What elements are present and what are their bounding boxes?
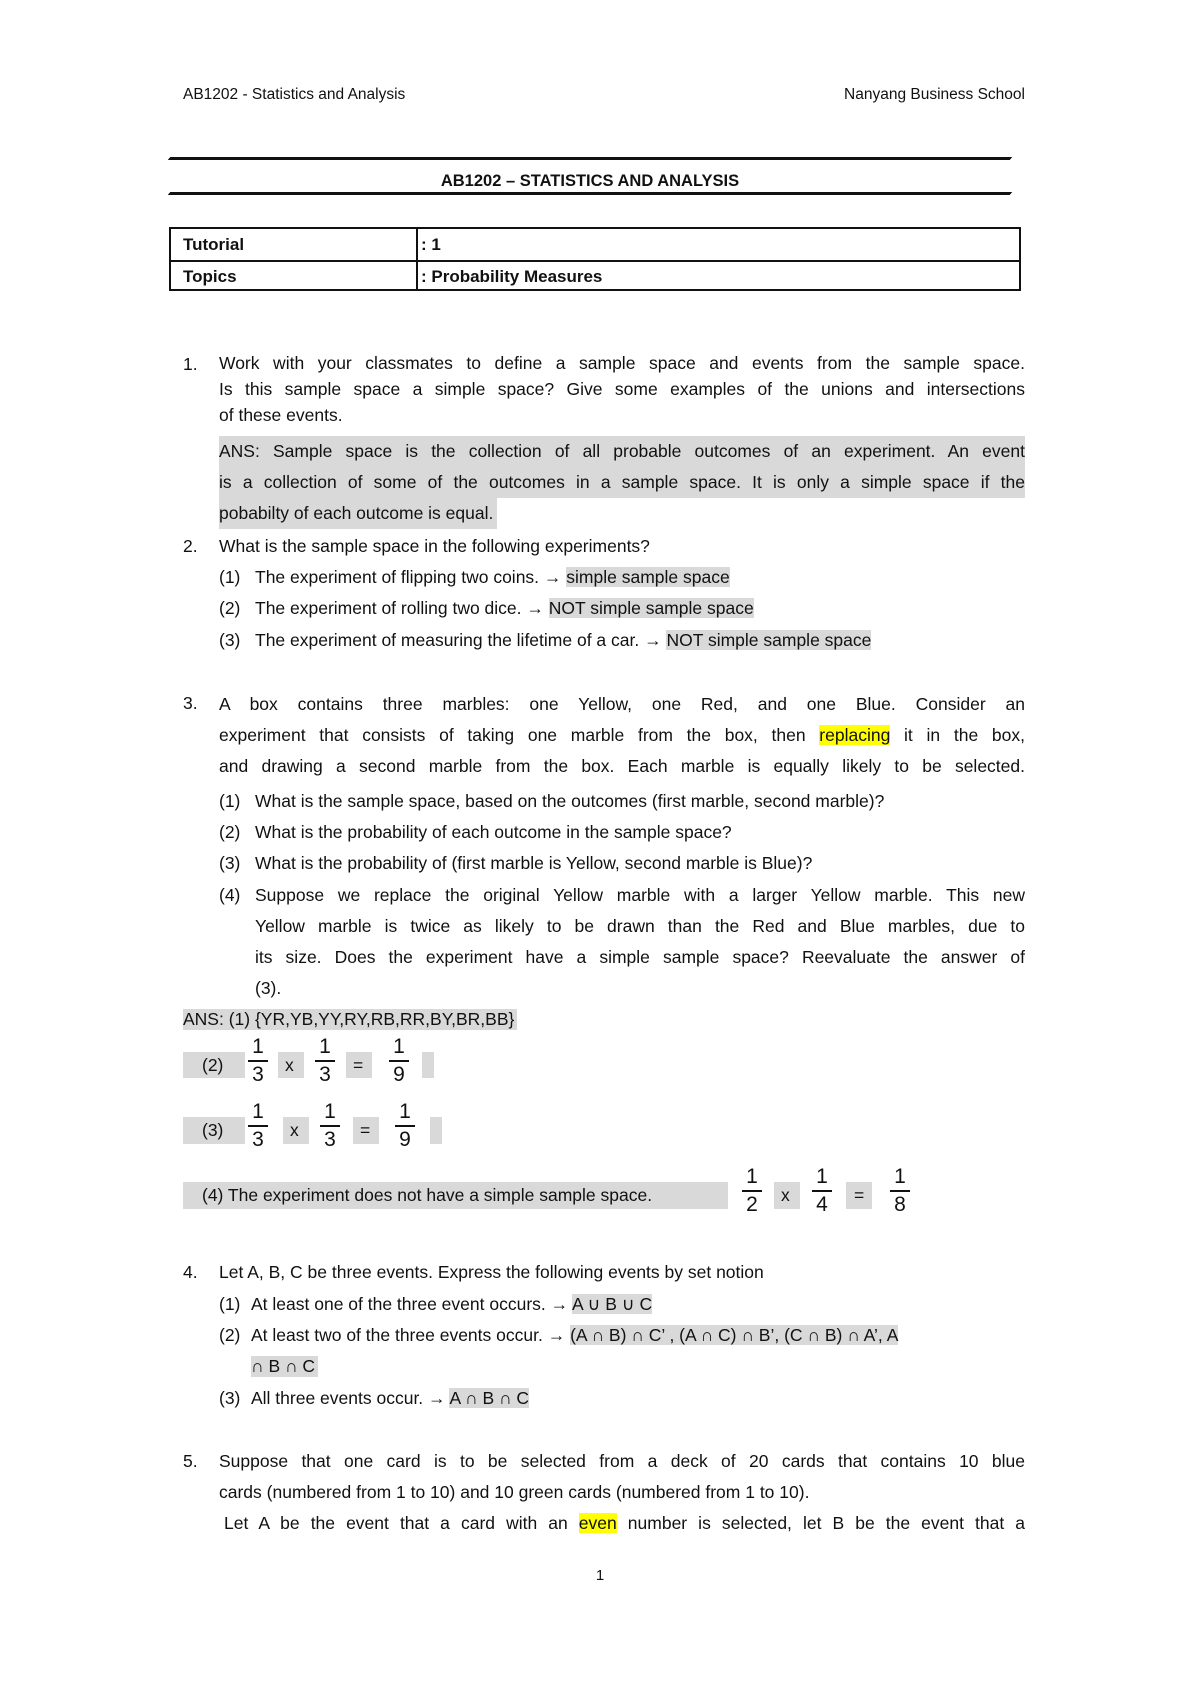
denominator: 3	[252, 1062, 264, 1086]
arrow-icon: →	[543, 567, 562, 587]
q5-number: 5.	[183, 1451, 198, 1471]
q2-text: What is the sample space in the following experiments?	[219, 536, 650, 556]
topics-label: Topics	[183, 267, 237, 286]
denominator: 2	[746, 1192, 758, 1216]
q3-line	[219, 720, 1025, 751]
q3-number: 3.	[183, 693, 198, 713]
times-symbol: x	[285, 1055, 294, 1075]
numerator: 1	[746, 1165, 758, 1188]
fraction	[246, 1100, 270, 1152]
q3-item-number: (3)	[219, 853, 241, 873]
fraction	[888, 1165, 912, 1217]
q1-number: 1.	[183, 354, 198, 374]
q4-item-number: (2)	[219, 1325, 241, 1345]
denominator: 4	[816, 1192, 828, 1216]
q5-line	[219, 1508, 1025, 1539]
denominator: 3	[319, 1062, 331, 1086]
q3-line: and drawing a second marble from the box. Each marble is equally likely to be selected.	[219, 756, 1025, 776]
tutorial-label: Tutorial	[183, 235, 245, 254]
q4-item-answer: A ∩ B ∩ C	[449, 1388, 530, 1408]
q3-item4-line: its size. Does the experiment have a simple sample space? Reevaluate the answer of	[255, 947, 1025, 967]
q3-item-number: (2)	[219, 822, 241, 842]
page-number: 1	[595, 1567, 605, 1584]
q2-item-answer: NOT simple sample space	[666, 630, 872, 650]
q4-item-text: At least one of the three event occurs.	[251, 1294, 546, 1314]
fraction	[740, 1165, 764, 1217]
denominator: 3	[324, 1127, 336, 1151]
q3-item4-line: Yellow marble is twice as likely to be drawn than the Red and Blue marbles, due to	[255, 916, 1025, 936]
arrow-icon: →	[526, 598, 544, 618]
q2-item-text: The experiment of flipping two coins.	[255, 567, 540, 587]
q3-text	[219, 689, 1025, 782]
equals-symbol: =	[854, 1185, 865, 1205]
numerator: 1	[252, 1035, 264, 1058]
tutorial-value: : 1	[421, 235, 441, 254]
q4-text: Let A, B, C be three events. Express the following events by set notion	[219, 1262, 764, 1282]
q4-item-text: At least two of the three events occur.	[251, 1325, 543, 1345]
fraction	[393, 1100, 417, 1152]
q4-number: 4.	[183, 1262, 198, 1282]
q4-item	[251, 1294, 652, 1315]
q1-text	[219, 350, 1025, 428]
q3-item4-text	[255, 880, 1025, 1004]
numerator: 1	[399, 1100, 411, 1123]
topics-value: : Probability Measures	[421, 267, 603, 286]
q3-item-number: (1)	[219, 791, 241, 811]
q3-line: A box contains three marbles: one Yellow, one Red, and one Blue. Consider an	[219, 694, 1025, 714]
q2-item-answer: simple sample space	[566, 567, 730, 587]
q4-item-answer: (A ∩ B) ∩ C’ , (A ∩ C) ∩ B’, (C ∩ B) ∩ A’, A	[570, 1325, 899, 1345]
q3-item4-line: Suppose we replace the original Yellow marble with a larger Yellow marble. This new	[255, 885, 1025, 905]
table-row-topics	[171, 261, 1019, 291]
header-course: AB1202 - Statistics and Analysis	[183, 86, 406, 103]
q5-line: cards (numbered from 1 to 10) and 10 green cards (numbered from 1 to 10).	[219, 1482, 810, 1502]
q2-number: 2.	[183, 536, 198, 556]
table-row-tutorial	[171, 229, 1019, 259]
fraction	[318, 1100, 342, 1152]
fraction	[313, 1035, 337, 1087]
q5-line: Suppose that one card is to be selected from a deck of 20 cards that contains 10 blue	[219, 1451, 1025, 1471]
answer-shade	[422, 1052, 434, 1078]
q4-item-answer: A ∪ B ∪ C	[572, 1294, 653, 1314]
q3-answer-3-label: (3)	[202, 1120, 224, 1140]
numerator: 1	[324, 1100, 336, 1123]
answer-shade	[430, 1117, 442, 1144]
arrow-icon: →	[644, 630, 662, 650]
q3-answer-2-label: (2)	[202, 1055, 224, 1075]
denominator: 8	[894, 1192, 906, 1216]
denominator: 9	[393, 1062, 405, 1086]
q2-item	[255, 598, 754, 619]
q4-item-number: (1)	[219, 1294, 241, 1314]
fraction	[387, 1035, 411, 1087]
q1-answer-line: pobabilty of each outcome is equal.	[219, 498, 497, 529]
q2-item	[255, 630, 871, 651]
q5-line-part: number is selected, let B be the event that a	[627, 1513, 1025, 1533]
tutorial-info-table	[169, 227, 1021, 291]
q3-item-text: What is the probability of (first marble is Yellow, second marble is Blue)?	[255, 853, 813, 873]
numerator: 1	[894, 1165, 906, 1188]
equals-symbol: =	[360, 1120, 371, 1140]
title-rule-bottom	[168, 192, 1013, 195]
q1-answer-line: is a collection of some of the outcomes in a sample space. It is only a simple space if the	[219, 472, 1025, 492]
arrow-icon: →	[428, 1388, 446, 1408]
q3-item4-line: (3).	[255, 978, 282, 998]
q3-item-text: What is the probability of each outcome in the sample space?	[255, 822, 732, 842]
q3-answer-1: ANS: (1) {YR,YB,YY,RY,RB,RR,BY,BR,BB}	[183, 1009, 517, 1030]
q4-item-text: All three events occur.	[251, 1388, 424, 1408]
q2-item-number: (1)	[219, 567, 241, 587]
denominator: 9	[399, 1127, 411, 1151]
q3-line-part: experiment that consists of taking one marble from the box, then	[219, 725, 806, 745]
denominator: 3	[252, 1127, 264, 1151]
q2-item	[255, 567, 730, 588]
q4-item-number: (3)	[219, 1388, 241, 1408]
q1-answer	[219, 436, 1025, 498]
highlight-even: even	[578, 1513, 617, 1533]
times-symbol: x	[290, 1120, 299, 1140]
q1-line: Is this sample space a simple space? Give some examples of the unions and intersections	[219, 379, 1025, 399]
q2-item-answer: NOT simple sample space	[548, 598, 754, 618]
q4-item	[251, 1388, 529, 1409]
q3-item-text: What is the sample space, based on the outcomes (first marble, second marble)?	[255, 791, 885, 811]
q2-item-number: (2)	[219, 598, 241, 618]
fraction	[810, 1165, 834, 1217]
times-symbol: x	[781, 1185, 790, 1205]
header-school: Nanyang Business School	[844, 86, 1025, 103]
q2-item-number: (3)	[219, 630, 241, 650]
q4-item-answer-cont: ∩ B ∩ C	[251, 1356, 318, 1377]
equals-symbol: =	[353, 1055, 364, 1075]
q1-line: of these events.	[219, 405, 343, 425]
q1-answer-line: ANS: Sample space is the collection of all probable outcomes of an experiment. An event	[219, 441, 1025, 461]
highlight-replacing: replacing	[819, 725, 891, 745]
numerator: 1	[816, 1165, 828, 1188]
q2-item-text: The experiment of rolling two dice.	[255, 598, 522, 618]
page-title: AB1202 – STATISTICS AND ANALYSIS	[440, 172, 740, 190]
arrow-icon: →	[547, 1325, 566, 1345]
q5-text	[219, 1446, 1025, 1539]
q3-line-part: it in the box,	[904, 725, 1025, 745]
q4-item	[251, 1325, 1025, 1346]
q2-item-text: The experiment of measuring the lifetime of a car.	[255, 630, 640, 650]
q3-answer-4-label: (4) The experiment does not have a simple sample space.	[202, 1185, 653, 1205]
q5-line-part: Let A be the event that a card with an	[224, 1513, 568, 1533]
q3-item-number: (4)	[219, 885, 241, 905]
arrow-icon: →	[550, 1294, 569, 1314]
fraction	[246, 1035, 270, 1087]
title-rule-top	[168, 157, 1013, 160]
numerator: 1	[393, 1035, 405, 1058]
q1-line: Work with your classmates to define a sample space and events from the sample space.	[219, 353, 1025, 373]
numerator: 1	[252, 1100, 264, 1123]
numerator: 1	[319, 1035, 331, 1058]
